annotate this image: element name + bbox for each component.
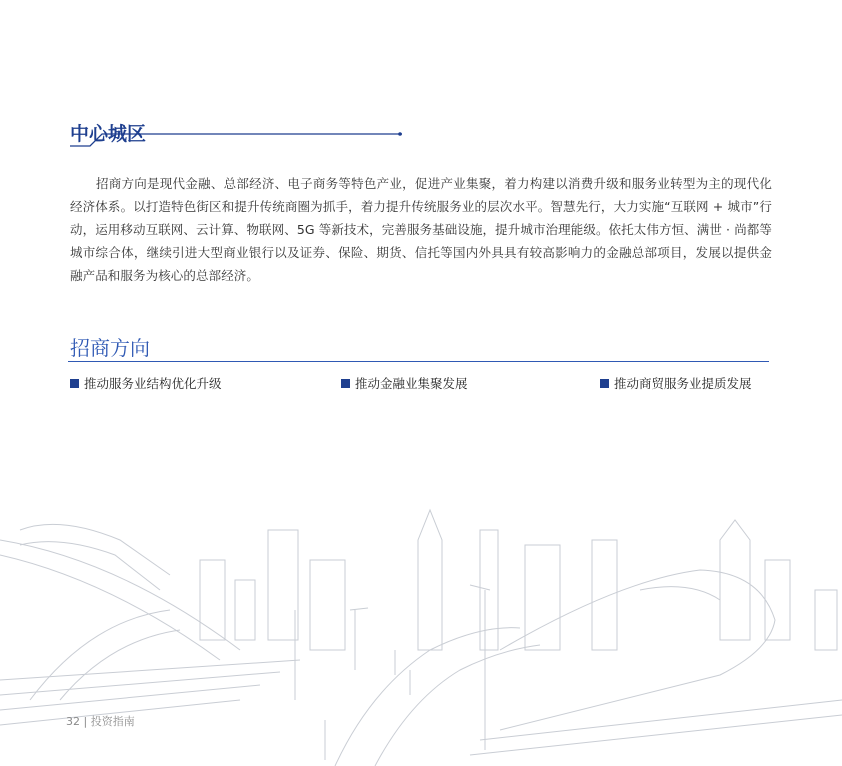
bullet-text: 推动金融业集聚发展 [355,376,468,391]
section-title: 中心城区 [70,123,147,145]
bullet-item-2 [341,374,468,392]
bullet-text: 推动商贸服务业提质发展 [614,376,752,391]
investment-heading: 招商方向 [70,336,150,360]
title-underline-decoration [70,132,402,148]
bullet-text: 推动服务业结构优化升级 [84,376,222,391]
square-bullet-icon [600,379,609,388]
square-bullet-icon [70,379,79,388]
bullet-item-1 [70,374,222,392]
body-paragraph: 招商方向是现代金融、总部经济、电子商务等特色产业，促进产业集聚，着力构建以消费升级和服务业转型为主的现代化经济体系。以打造特色街区和提升传统商圈为抓手，着力提升传统服务业的层次水平。智慧先行，大力实施“互联网 + 城市”行动，运用移动互联网、云计算、物联网、5G 等新技术，完善服务基础设施，提升城市治理能级。依托太伟方恒、满世 · 尚都等城市综合体，继续引进大型商业银行以及证券、保险、期货、信托等国内外具具有较高影响力的金融总部项目，发展以提供金融产品和服务为核心的总部经济。 [70,176,772,283]
heading-divider [68,361,769,362]
bullet-item-3 [600,374,752,392]
page-footer: 32 | 投资指南 [66,715,135,728]
square-bullet-icon [341,379,350,388]
